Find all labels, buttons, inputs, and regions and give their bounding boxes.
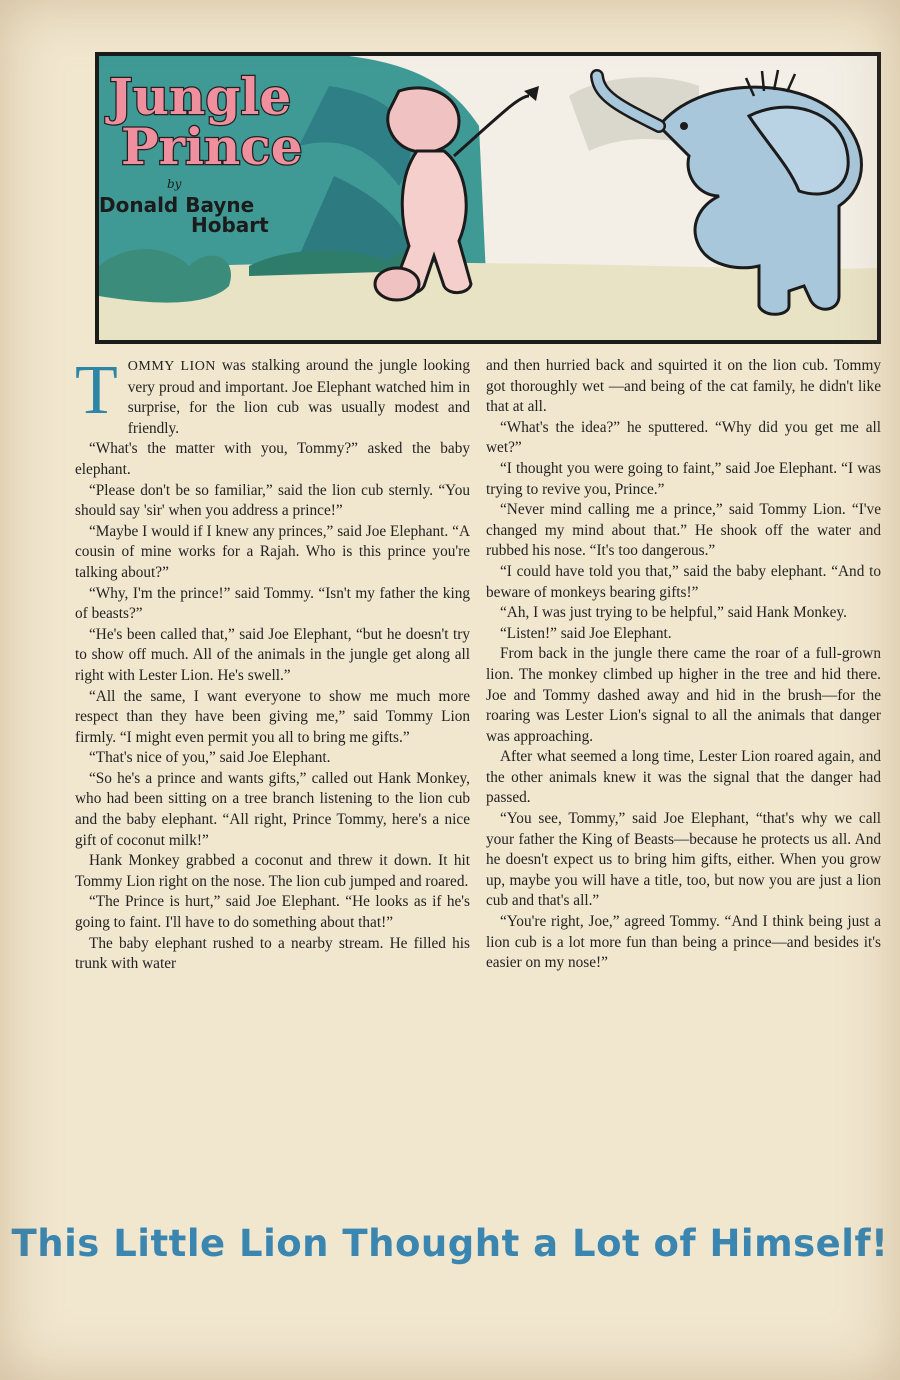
story-paragraph bbox=[75, 352, 470, 439]
story-paragraph: “What's the idea?” he sputtered. “Why did you get me all wet?” bbox=[486, 418, 881, 457]
story-paragraph: “Listen!” said Joe Elephant. bbox=[500, 624, 672, 642]
story-paragraph: “He's been called that,” said Joe Elephant, “but he doesn't try to show off much. All of the animals in the jungle get along all right with Lester Lion. He's swell.” bbox=[75, 625, 470, 684]
story-columns bbox=[75, 352, 881, 975]
story-paragraph: “The Prince is hurt,” said Joe Elephant. “He looks as if he's going to faint. I'll have to do something about that!” bbox=[75, 893, 470, 932]
opening-caps: OMMY LION bbox=[127, 359, 216, 374]
story-paragraph: “I thought you were going to faint,” said Joe Elephant. “I was trying to revive you, Prince.” bbox=[486, 459, 881, 498]
story-column-left bbox=[75, 352, 470, 975]
story-paragraph: “All the same, I want everyone to show me much more respect than they have been giving me,” said Tommy Lion firmly. “I might even permit you all to bring me gifts.” bbox=[75, 687, 470, 746]
story-paragraph: “Never mind calling me a prince,” said Tommy Lion. “I've changed my mind about that.” He shook off the water and rubbed his nose. “It's too dangerous.” bbox=[486, 501, 881, 560]
title-line2: Prince bbox=[121, 117, 303, 176]
story-paragraph: “Why, I'm the prince!” said Tommy. “Isn't my father the king of beasts?” bbox=[75, 584, 470, 623]
story-paragraph: After what seemed a long time, Lester Lion roared again, and the other animals knew it was the signal that the danger had passed. bbox=[486, 748, 881, 807]
story-paragraph: “Please don't be so familiar,” said the lion cub sternly. “You should say 'sir' when you address a prince!” bbox=[75, 481, 470, 520]
page-headline: This Little Lion Thought a Lot of Himself! bbox=[11, 1222, 889, 1265]
story-paragraph: and then hurried back and squirted it on the lion cub. Tommy got thoroughly wet —and being of the cat family, he didn't like that at all. bbox=[486, 357, 881, 416]
byline-name2: Hobart bbox=[191, 213, 269, 237]
byline-by: by bbox=[167, 177, 182, 191]
story-paragraph: “What's the matter with you, Tommy?” asked the baby elephant. bbox=[75, 440, 470, 478]
story-paragraph: “You're right, Joe,” agreed Tommy. “And I think being just a lion cub is a lot more fun than being a prince—and besides it's easier on my nose!” bbox=[486, 913, 881, 972]
story-paragraph: “You see, Tommy,” said Joe Elephant, “that's why we call your father the King of Beasts—because he protects us all. And he doesn't expect us to bring him gifts, either. When you grow up, maybe you will have a title, too, but now you are just a lion cub and that's all.” bbox=[486, 810, 881, 910]
story-paragraph: “So he's a prince and wants gifts,” called out Hank Monkey, who had been sitting on a tree branch listening to the lion cub and the baby elephant. “All right, Prince Tommy, here's a nice gift of coconut milk!” bbox=[75, 769, 470, 849]
drop-cap: T bbox=[75, 352, 118, 429]
story-column-right bbox=[486, 356, 881, 975]
story-paragraph: “I could have told you that,” said the baby elephant. “And to beware of monkeys bearing gifts!” bbox=[486, 562, 881, 601]
story-paragraph: “Ah, I was just trying to be helpful,” said Hank Monkey. bbox=[500, 604, 847, 622]
story-paragraph: Hank Monkey grabbed a coconut and threw it down. It hit Tommy Lion right on the nose. The lion cub jumped and roared. bbox=[75, 852, 470, 890]
story-paragraph: The baby elephant rushed to a nearby stream. He filled his trunk with water bbox=[75, 934, 470, 973]
byline-name1: Donald Bayne bbox=[99, 193, 255, 217]
title-line1: Jungle bbox=[109, 67, 292, 126]
story-paragraph: “Maybe I would if I knew any princes,” said Joe Elephant. “A cousin of mine works for a Rajah. Who is this prince you're talking about?” bbox=[75, 522, 470, 581]
story-paragraph: “That's nice of you,” said Joe Elephant. bbox=[89, 749, 331, 767]
title-banner-illustration bbox=[95, 52, 881, 344]
story-paragraph: From back in the jungle there came the roar of a full-grown lion. The monkey climbed up higher in the tree and hid there. Joe and Tommy dashed away and hid in the brush—for the roaring was Lester Lion's signal to all the animals that danger was approaching. bbox=[486, 645, 881, 745]
opening-text: was stalking around the jungle looking very proud and important. Joe Elephant watched him in surprise, for the lion cub was usually modest and friendly. bbox=[127, 357, 470, 437]
